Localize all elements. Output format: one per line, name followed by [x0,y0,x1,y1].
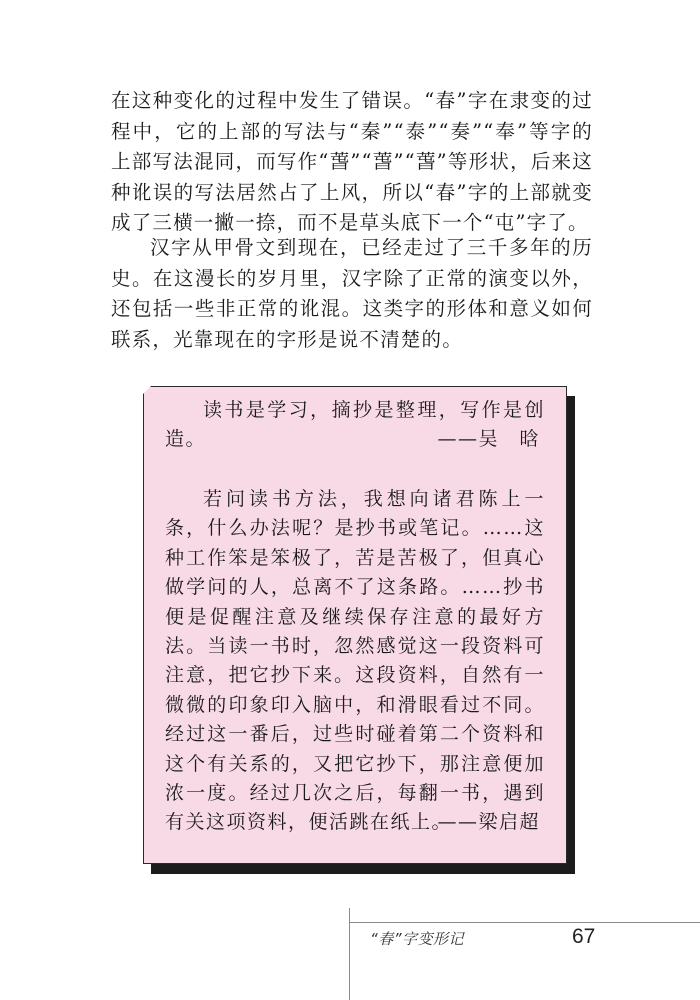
quote-wu-han: 读书是学习，摘抄是整理，写作是创造。 [165,399,545,451]
quote-liang-qichao: 若问读书方法，我想向诸君陈上一条，什么办法呢？是抄书或笔记。……这种工作笨是笨极了，苦是苦极了，但真心做学问的人，总离不了这条路。……抄书便是促醒注意及继续保存注意的最好方法。当读一书时，忽然感觉这一段资料可注意，把它抄下来。这段资料，自然有一微微的印象印入脑中，和滑眼看过不同。经过这一番后，过些时碰着第二个资料和这个有关系的，又把它抄下，那注意便加浓一度。经过几次之后，每翻一书，遇到有关这项资料，便活跳在纸上。 [165,488,545,834]
attribution-liang-qichao: ——梁启超 [437,811,540,833]
page-number: 67 [572,925,596,948]
footer-divider-horizontal [349,922,700,923]
running-title: “春”字变形记 [370,930,465,948]
body-paragraph-2: 汉字从甲骨文到现在，已经走过了三千多年的历史。在这漫长的岁月里，汉字除了正常的演变以外，还包括一些非正常的讹混。这类字的形体和意义如何联系，光靠现在的字形是说不清楚的。 [111,236,593,351]
quote-box [143,386,567,864]
body-paragraph-1: 在这种变化的过程中发生了错误。“春”字在隶变的过程中，它的上部的写法与“秦”“泰”“奏”“奉”等字的上部写法混同，而写作“萅”“萅”“萅”等形状，后来这种讹误的写法居然占了上风，所以“春”字的上部就变成了三横一撇一捺，而不是草头底下一个“屯”字了。 [111,89,593,234]
attribution-wu-han: ——吴 晗 [437,428,540,450]
quote-box-corner [143,386,151,394]
